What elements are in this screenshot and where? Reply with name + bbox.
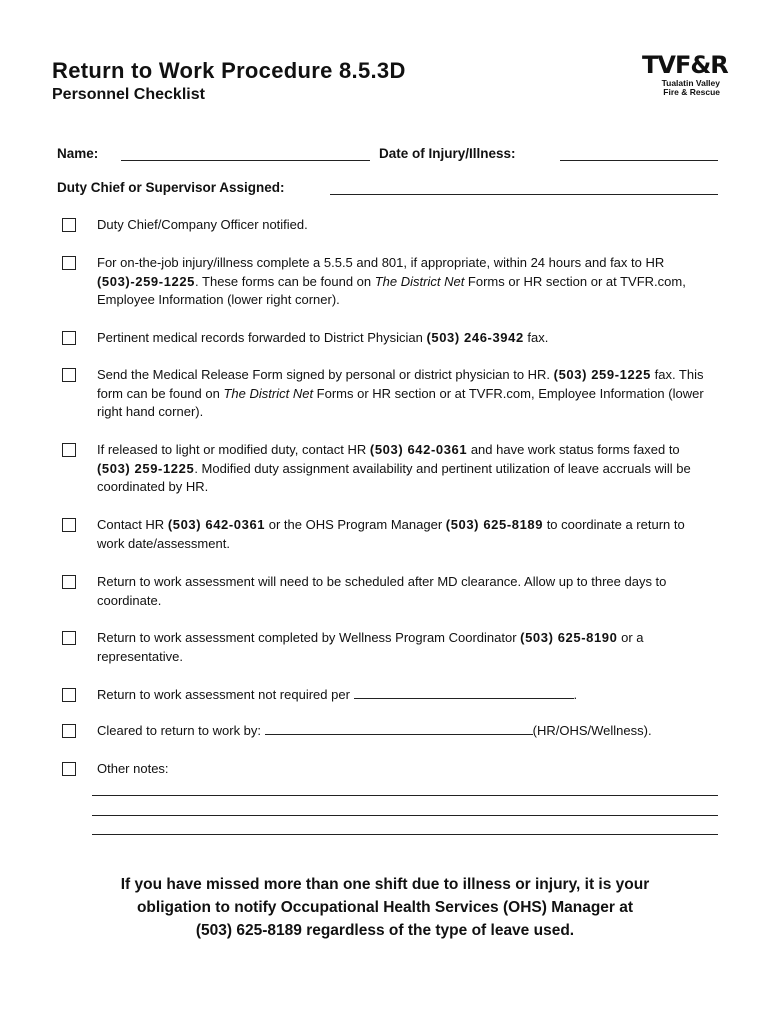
item-text-segment: Cleared to return to work by: [97,723,265,738]
phone-number: (503) 259-1225 [553,367,651,382]
checklist-item-text [97,760,715,779]
item-text-segment: fax. This form can be found on [97,367,704,401]
phone-number: (503) 246-3942 [426,330,524,345]
page-title: Return to Work Procedure 8.5.3D [52,58,406,83]
checklist-item-text [97,441,715,497]
other-notes-line-3[interactable] [92,834,718,835]
item-text-segment: Contact HR [97,517,168,532]
checklist-checkbox[interactable] [62,331,76,345]
logo-org-line1: Tualatin Valley [661,78,720,88]
phone-number: (503)-259-1225 [97,273,196,289]
item-text-segment: or the OHS Program Manager [265,517,446,532]
item-text-segment: Other notes: [97,761,169,776]
checklist-checkbox[interactable] [62,218,76,232]
footer-line-3: (503) 625-8189 regardless of the type of leave used. [195,922,575,939]
phone-number: (503) 642-0361 [369,442,468,457]
checklist-checkbox[interactable] [62,762,76,776]
item-text-segment: or a representative. [97,630,644,664]
item-text-segment: Pertinent medical records forwarded to District Physician [97,330,427,345]
checklist-checkbox[interactable] [62,688,76,702]
other-notes-line-1[interactable] [92,795,718,796]
item-text-segment: (HR/OHS/Wellness). [532,723,652,738]
phone-number: (503) 642-0361 [167,517,266,532]
item-text-segment: For on-the-job injury/illness complete a 5.5.5 and 801, if appropriate, within 24 hours and fax to HR [97,255,665,270]
phone-number: (503) 259-1225 [97,460,195,476]
checklist-checkbox[interactable] [62,443,76,457]
item-text-segment: Return to work assessment not required per [97,687,354,702]
footer-line-2: obligation to notify Occupational Health Services (OHS) Manager at [136,899,634,916]
phone-number: (503) 625-8189 [445,517,544,532]
page-subtitle: Personnel Checklist [52,86,205,103]
checklist-item-text [97,573,715,610]
duty-chief-label: Duty Chief or Supervisor Assigned: [57,180,285,195]
item-text-segment: Return to work assessment will need to be scheduled after MD clearance. Allow up to three days to coordinate. [97,574,667,608]
phone-number: (503) 625-8190 [520,630,618,645]
checklist-item-text [97,686,715,705]
checklist-checkbox[interactable] [62,724,76,738]
checklist-checkbox[interactable] [62,368,76,382]
footer-notice [40,873,730,942]
logo-org-line2: Fire & Rescue [663,87,720,97]
other-notes-line-2[interactable] [92,815,718,816]
checklist-item-text [97,629,715,666]
blank-line-field[interactable] [265,722,533,735]
footer-line-1: If you have missed more than one shift due to illness or injury, it is your [120,876,650,893]
checklist-checkbox[interactable] [62,575,76,589]
date-of-injury-field[interactable] [560,160,718,161]
duty-chief-field[interactable] [330,194,718,195]
item-text-segment: Forms or HR section or at TVFR.com, Employee Information (lower right hand corner). [97,385,704,419]
item-text-segment: fax. [523,330,549,345]
checklist-item-text [97,366,715,422]
item-text-segment: and have work status forms faxed to [467,442,680,457]
item-text-segment: . [573,687,578,702]
logo-mark: TVF&R [642,51,728,79]
checklist-checkbox[interactable] [62,631,76,645]
tvfr-logo [642,52,732,102]
checklist-checkbox[interactable] [62,256,76,270]
item-text-segment: to coordinate a return to work date/assessment. [97,517,685,551]
checklist-item-text [97,329,715,348]
date-of-injury-label: Date of Injury/Illness: [379,146,516,161]
emphasis-text: The District Net [374,273,465,289]
emphasis-text: The District Net [223,385,314,401]
name-label: Name: [57,146,99,161]
item-text-segment: If released to light or modified duty, contact HR [97,442,370,457]
item-text-segment: Duty Chief/Company Officer notified. [97,217,308,232]
blank-line-field[interactable] [354,686,574,699]
name-field[interactable] [121,160,370,161]
item-text-segment: Forms or HR section or at TVFR.com, Employee Information (lower right corner). [97,273,686,307]
checklist-item-text [97,216,715,235]
checklist-item-text [97,516,715,553]
item-text-segment: . Modified duty assignment availability and pertinent utilization of leave accruals will be coordinated by HR. [97,460,691,494]
item-text-segment: Send the Medical Release Form signed by personal or district physician to HR. [97,367,554,382]
checklist-item-text [97,722,715,741]
item-text-segment: . These forms can be found on [195,273,375,289]
checklist-item-text [97,254,715,310]
item-text-segment: Return to work assessment completed by Wellness Program Coordinator [97,630,521,645]
checklist-checkbox[interactable] [62,518,76,532]
